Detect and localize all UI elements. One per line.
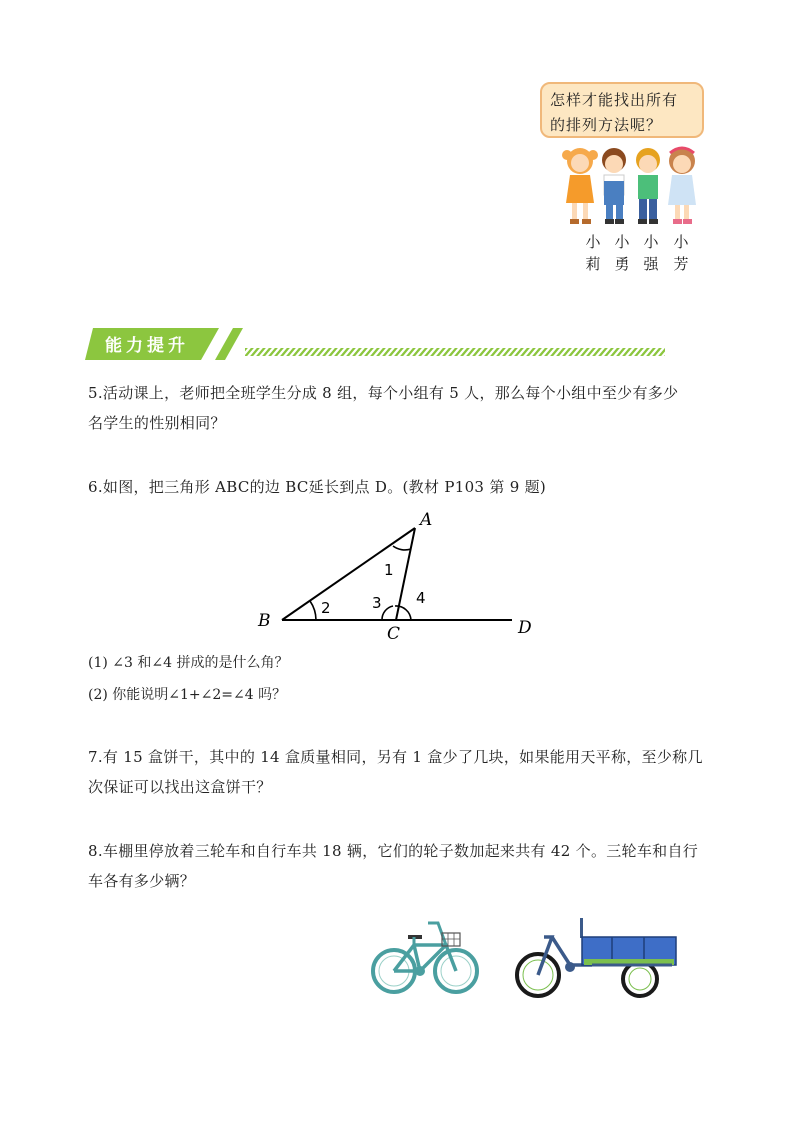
label-angle-1: 1 — [384, 561, 394, 579]
kid-name-4-top: 小 — [673, 233, 689, 251]
kid-boy-2-figure — [636, 148, 660, 224]
kid-girl-2-figure — [668, 148, 696, 224]
kid-name-2-bottom: 勇 — [614, 255, 630, 273]
kid-name-1-top: 小 — [585, 233, 601, 251]
kid-name-1-bottom: 莉 — [585, 255, 601, 273]
kid-name-1 — [584, 231, 602, 275]
kid-name-2 — [613, 231, 631, 275]
question-5-line-1: 5.活动课上，老师把全班学生分成 8 组，每个小组有 5 人，那么每个小组中至少有多少 — [88, 384, 679, 402]
kid-name-3-bottom: 强 — [643, 255, 659, 273]
label-angle-4: 4 — [416, 589, 426, 607]
label-angle-2: 2 — [321, 599, 331, 617]
question-6-line-1: 6.如图，把三角形 ABC的边 BC延长到点 D。(教材 P103 第 9 题) — [88, 478, 547, 496]
label-point-b: B — [258, 611, 271, 631]
speech-bubble-line-1: 怎样才能找出所有 — [550, 91, 679, 109]
angle-2-arc — [310, 601, 316, 620]
question-7 — [88, 742, 708, 802]
question-8 — [88, 836, 708, 896]
question-5 — [88, 378, 708, 438]
question-8-line-2: 车各有多少辆？ — [88, 872, 196, 890]
label-angle-3: 3 — [372, 594, 382, 612]
tricycle-illustration — [512, 915, 682, 1001]
angle-3-arc — [382, 606, 393, 620]
label-point-d: D — [518, 618, 532, 638]
question-6-sub-2: (2) 你能说明∠1+∠2=∠4 吗？ — [88, 687, 287, 703]
speech-bubble-line-2: 的排列方法呢？ — [550, 116, 663, 134]
section-title: 能力提升 — [105, 336, 189, 356]
kid-name-3 — [642, 231, 660, 275]
label-point-c: C — [387, 624, 401, 644]
kid-name-2-top: 小 — [614, 233, 630, 251]
kid-name-4-bottom: 芳 — [673, 255, 689, 273]
speech-bubble — [540, 82, 704, 138]
question-5-line-2: 名学生的性别相同？ — [88, 414, 226, 432]
triangle-figure — [250, 505, 540, 645]
question-7-line-1: 7.有 15 盒饼干，其中的 14 盒质量相同，另有 1 盒少了几块，如果能用天平称，至少称几 — [88, 748, 703, 766]
question-8-line-1: 8.车棚里停放着三轮车和自行车共 18 辆，它们的轮子数加起来共有 42 个。三轮车和自行 — [88, 842, 699, 860]
kid-girl-1-figure — [562, 148, 598, 224]
kid-name-4 — [672, 231, 690, 275]
kids-illustration — [560, 143, 700, 233]
kid-boy-1-figure — [602, 148, 626, 224]
question-6 — [88, 472, 708, 502]
bicycle-illustration — [370, 915, 482, 999]
question-7-line-2: 次保证可以找出这盒饼干？ — [88, 778, 272, 796]
question-6-sub-1: (1) ∠3 和∠4 拼成的是什么角？ — [88, 655, 289, 671]
angle-1-arc — [393, 546, 411, 550]
kid-name-3-top: 小 — [643, 233, 659, 251]
label-point-a: A — [420, 510, 433, 530]
